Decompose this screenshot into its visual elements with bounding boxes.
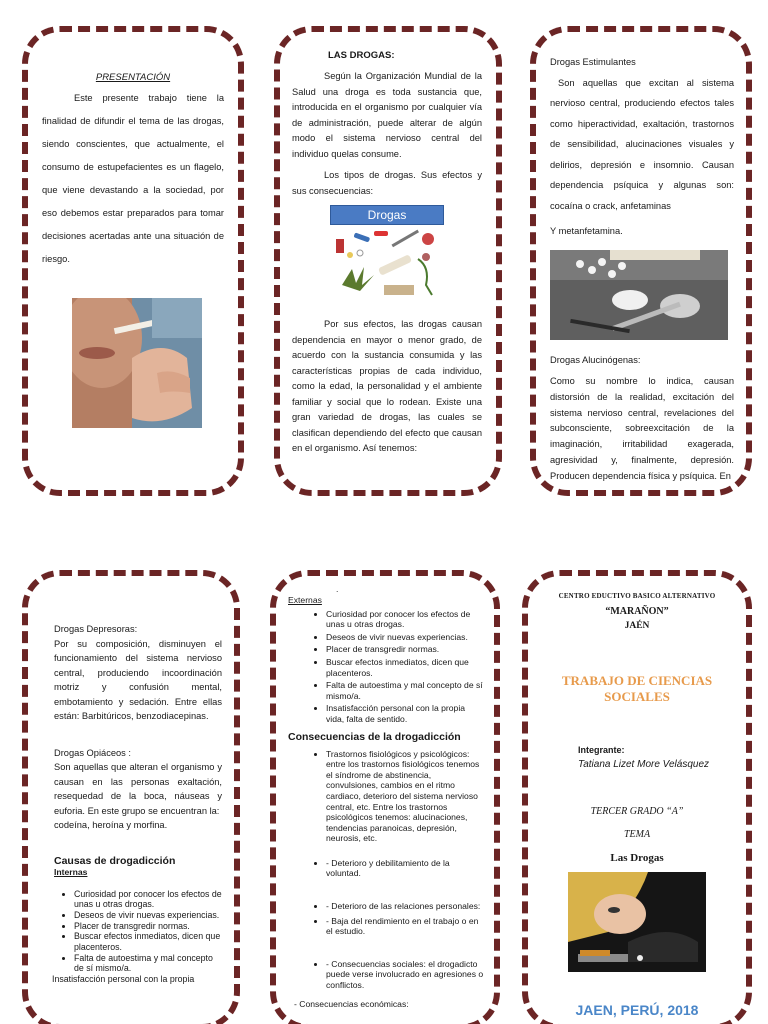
drugs-heading: LAS DROGAS: [328, 50, 395, 61]
causes-internal-tail: Insatisfacción personal con la propia [52, 974, 195, 985]
list-item: • Trastornos fisiológicos y psicológicos: entre los trastornos fisiológicos tenemos el síndrome de abstinencia, convulsiones, cambios en el ritmo cardiaco, deterioro del sistema nervioso central, etc. Entre los trastornos psicológicos tenemos: alucinaciones, tendencias paranoicas, depresión, neurosis, etc. [326, 749, 484, 844]
panel-drugs-intro [274, 26, 502, 496]
list-item: • Insatisfacción personal con la propia vida, falta de sentido. [326, 703, 484, 724]
smoking-person-image [72, 298, 202, 428]
opiates-body: Son aquellas que alteran el organismo y causan en las personas exaltación, resequedad de la boca, náuseas y euforia. En este grupo se encuentran la: [54, 762, 222, 816]
dot-mark: . [336, 584, 339, 594]
depressants-body: Por su composición, disminuyen el funcionamiento del sistema nervioso central, produciendo incoordinación motriz y confusión mental, embotamiento y sedación. Entre ellas están: Barbitúricos, benzodiacepinas. [54, 638, 222, 721]
list-item: • Deseos de vivir nuevas experiencias. [74, 910, 222, 921]
panel-consequences [270, 570, 500, 1024]
panel-stimulants [530, 26, 752, 496]
drug-types-line: Los tipos de drogas. Sus efectos y sus consecuencias: [292, 170, 482, 196]
presentation-body: Este presente trabajo tiene la finalidad de difundir el tema de las drogas, siendo conscientes, que actualmente, el consumo de estupefacientes es un flagelo, que viene devastando a la sociedad, por eso debemos estar preparados para tomar decisiones acertadas ante una situación de riesgo. [42, 93, 224, 264]
depressants-heading: Drogas Depresoras: [54, 624, 138, 634]
pills-and-spoon-image [550, 250, 728, 340]
stimulants-heading: Drogas Estimulantes [550, 57, 636, 67]
footer-location: JAEN, PERÚ, 2018 [575, 1002, 699, 1018]
list-item: • Buscar efectos inmediatos, dicen que placenteros. [326, 657, 484, 678]
opiates-examples: codeína, heroína y morfina. [54, 820, 168, 830]
drugs-banner [330, 205, 444, 303]
stimulants-body: Son aquellas que excitan al sistema nervioso central, produciendo efectos tales como hiperactividad, exaltación, trastornos de sensibilidad, alucinaciones visuales y delirios, depresión e insomnio. Causan dependencia psíquica y algunas son: cocaína o crack, anfetaminas [550, 77, 734, 211]
panel-cover [522, 570, 752, 1024]
causes-internal-label: Internas [54, 866, 88, 877]
list-item: • - Deterioro de las relaciones personales: [326, 901, 484, 912]
consequences-heading: Consecuencias de la drogadicción [288, 730, 461, 743]
causes-external-label: Externas [288, 594, 322, 605]
drugs-intro: Según la Organización Mundial de la Salud una droga es toda sustancia que, introducida en el organismo por cualquier vía de administración, puede alterar de algún modo el sistema nervioso central del individuo quelas consume. [292, 71, 482, 159]
list-item: • - Baja del rendimiento en el trabajo o en el estudio. [326, 916, 484, 937]
opiates-heading: Drogas Opiáceos : [54, 747, 131, 758]
causes-internal-list [54, 889, 222, 975]
member-label: Integrante: [578, 745, 625, 755]
hallucinogens-heading: Drogas Alucinógenas: [550, 354, 641, 365]
tema-label: TEMA [623, 829, 651, 840]
topic-title: Las Drogas [610, 852, 664, 864]
hallucinogens-body: Como su nombre lo indica, causan distorsión de la realidad, excitación del sistema nervioso central, revelaciones del subconsciente, sobreexcitación de la imaginación, irritabilidad exagerada, agresividad y, finalmente, depresión. Producen dependencia física y psíquica. En [550, 376, 734, 481]
grade-label: TERCER GRADO “A” [590, 806, 684, 817]
list-item: • - Consecuencias sociales: el drogadicto puede verse involucrado en agresiones o conflictos. [326, 959, 484, 991]
economic-consequences: - Consecuencias económicas: [294, 998, 409, 1009]
causes-heading: Causas de drogadicción [54, 854, 176, 867]
drugs-effects: Por sus efectos, las drogas causan dependencia en mayor o menor grado, de acuerdo con la sustancia consumida y las características propias de cada individuo, como la edad, la personalidad y el ambiente familiar y social que lo rodean. Existe una gran variedad de drogas, las cuales se clasifican dependiendo del efecto que causan en el organismo. Así tenemos: [292, 319, 482, 453]
panel-depressants [22, 570, 240, 1024]
cover-image [568, 872, 706, 972]
list-item: • Buscar efectos inmediatos, dicen que placenteros. [74, 931, 222, 952]
drugs-banner-label: Drogas [330, 205, 444, 225]
member-name: Tatiana Lizet More Velásquez [578, 759, 710, 770]
list-item: • - Deterioro y debilitamiento de la voluntad. [326, 858, 484, 879]
list-item: • Curiosidad por conocer los efectos de unas u otras drogas. [74, 889, 222, 910]
school-city: JAÉN [624, 621, 650, 631]
list-item: • Falta de autoestima y mal concepto de sí mismo/a. [326, 680, 484, 701]
school-label: CENTRO EDUCTIVO BASICO ALTERNATIVO [558, 592, 716, 600]
list-item: • Deseos de vivir nuevas experiencias. [326, 632, 484, 643]
panel-presentation [22, 26, 244, 496]
stimulants-extra: Y metanfetamina. [550, 226, 623, 236]
causes-external-list [288, 609, 484, 725]
list-item: • Placer de transgredir normas. [74, 921, 222, 932]
drugs-illustration [330, 225, 444, 303]
school-name: “MARAÑON” [605, 606, 669, 617]
presentation-heading: PRESENTACIÓN [95, 72, 171, 83]
work-title: TRABAJO DE CIENCIAS SOCIALES [561, 673, 713, 704]
consequences-list [288, 749, 484, 991]
list-item: • Curiosidad por conocer los efectos de unas u otras drogas. [326, 609, 484, 630]
list-item: • Falta de autoestima y mal concepto de sí mismo/a. [74, 953, 222, 974]
list-item: • Placer de transgredir normas. [326, 644, 484, 655]
